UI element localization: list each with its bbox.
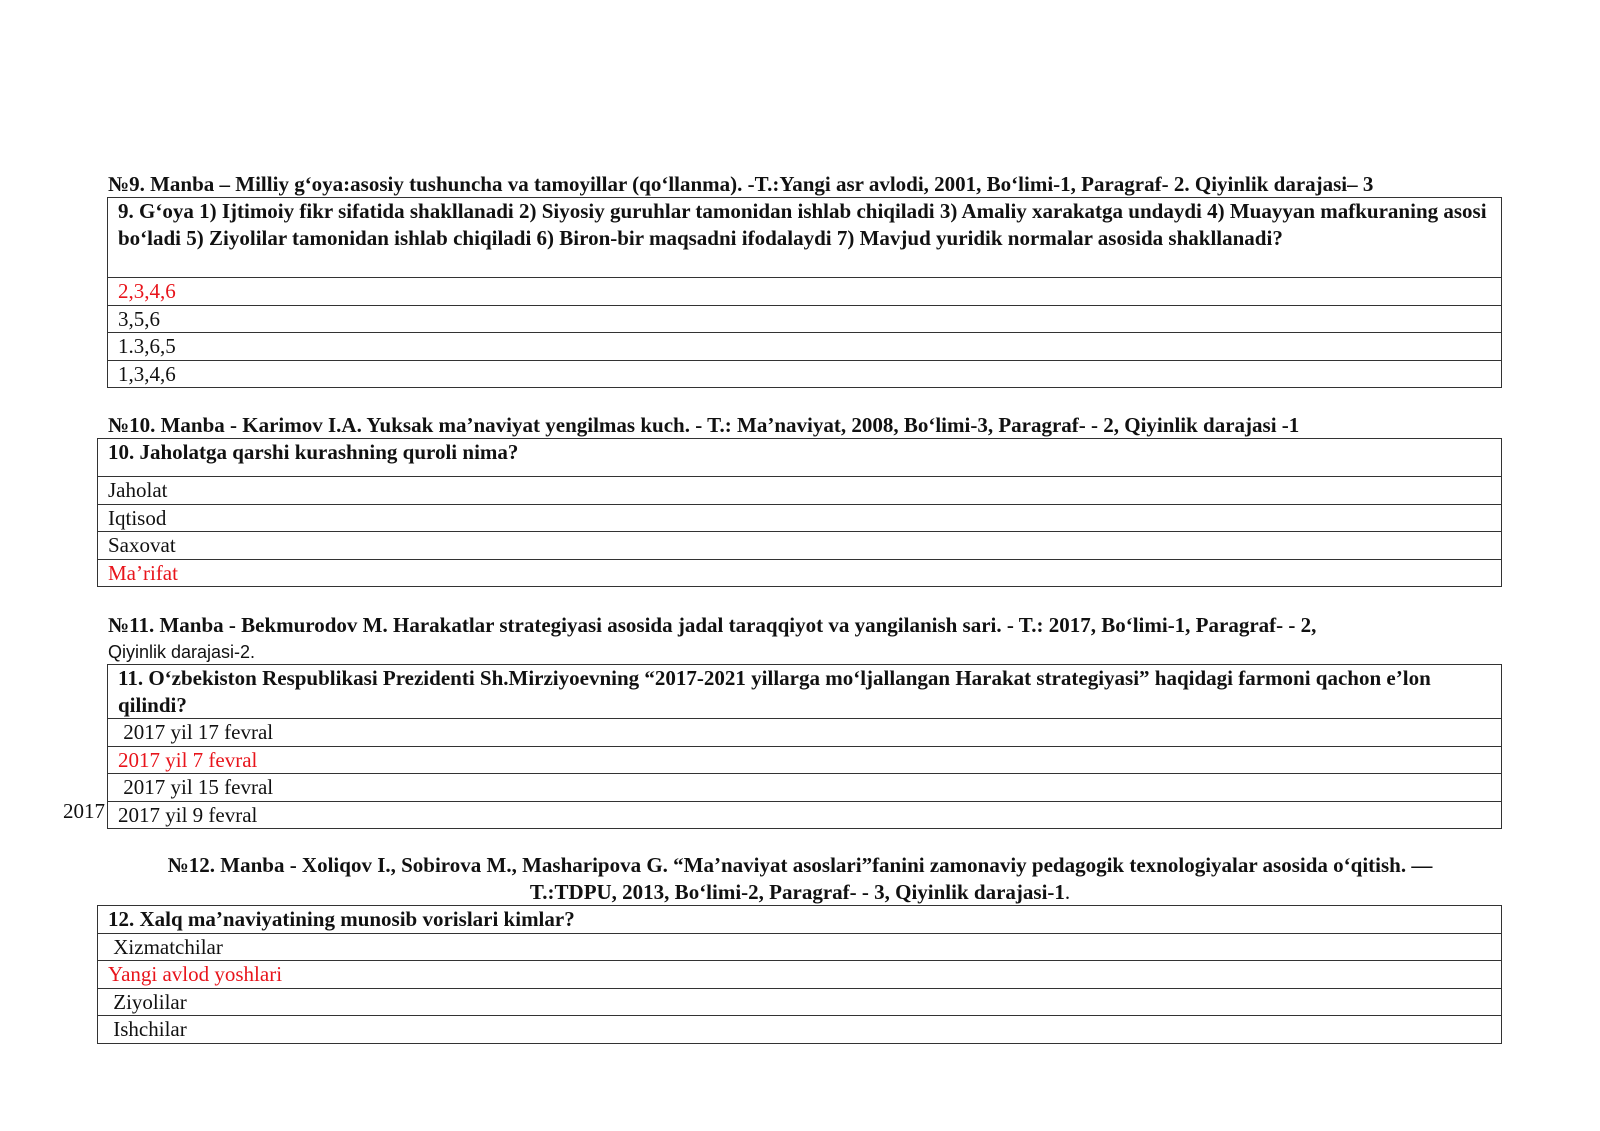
q9-source: №9. Manba – Milliy g‘oya:asosiy tushuncha va tamoyillar (qo‘llanma). -T.:Yangi asr avlodi, 2001, Bo‘limi-1, Paragraf- 2. Qiyinlik darajasi– 3 <box>108 172 1374 196</box>
q11-option-a: 2017 yil 17 fevral <box>108 719 1502 747</box>
q9-question: 9. G‘oya 1) Ijtimoiy fikr sifatida shakllanadi 2) Siyosiy guruhlar tamonidan ishlab chiqiladi 3) Amaliy xarakatga undaydi 4) Muayyan mafkuraning asosi bo‘ladi 5) Ziyolilar tamonidan ishlab chiqiladi 6) Biron-bir maqsadni ifodalaydi 7) Mavjud yuridik normalar asosida shakllanadi? <box>108 198 1502 278</box>
q11-table <box>107 664 1502 829</box>
q10-table <box>97 438 1502 587</box>
q12-source-line1: №12. Manba - Xoliqov I., Sobirova M., Masharipova G. “Ma’naviyat asoslari”fanini zamonaviy pedagogik texnologiyalar asosida o‘qitish. — <box>167 853 1433 877</box>
q11-option-d: 2017 yil 9 fevral <box>108 801 1502 829</box>
q10-question: 10. Jaholatga qarshi kurashning quroli nima? <box>98 439 1502 477</box>
q11-question: 11. O‘zbekiston Respublikasi Prezidenti Sh.Mirziyoevning “2017-2021 yillarga mo‘ljallangan Harakat strategiyasi” haqidagi farmoni qachon e’lon qilindi? <box>108 665 1502 719</box>
q11-source-text: №11. Manba - Bekmurodov M. Harakatlar strategiyasi asosida jadal taraqqiyot va yangilanish sari. - T.: 2017, Bo‘limi-1, Paragraf- - 2, <box>108 613 1317 637</box>
q12-table <box>97 905 1502 1044</box>
q12-source <box>100 852 1500 905</box>
q11-side-note: 2017 <box>63 799 105 823</box>
q11-option-b: 2017 yil 7 fevral <box>108 746 1502 774</box>
q10-source: №10. Manba - Karimov I.A. Yuksak ma’naviyat yengilmas kuch. - T.: Ma’naviyat, 2008, Bo‘limi-3, Paragraf- - 2, Qiyinlik darajasi -1 <box>108 413 1300 437</box>
q10-option-c: Saxovat <box>98 532 1502 560</box>
q10-option-b: Iqtisod <box>98 504 1502 532</box>
q9-table <box>107 197 1502 388</box>
q10-option-d: Ma’rifat <box>98 559 1502 587</box>
q12-option-d: Ishchilar <box>98 1016 1502 1044</box>
q12-option-c: Ziyolilar <box>98 988 1502 1016</box>
q12-source-line2: T.:TDPU, 2013, Bo‘limi-2, Paragraf- - 3, Qiyinlik darajasi-1. <box>529 879 1071 904</box>
q11-option-c: 2017 yil 15 fevral <box>108 774 1502 802</box>
q12-option-b: Yangi avlod yoshlari <box>98 961 1502 989</box>
q9-option-b: 3,5,6 <box>108 305 1502 333</box>
q9-option-d: 1,3,4,6 <box>108 360 1502 388</box>
q9-option-a: 2,3,4,6 <box>108 278 1502 306</box>
q11-source-difficulty: Qiyinlik darajasi-2. <box>108 641 256 662</box>
q9-option-c: 1.3,6,5 <box>108 333 1502 361</box>
q12-question: 12. Xalq ma’naviyatining munosib vorislari kimlar? <box>98 906 1502 934</box>
q12-option-a: Xizmatchilar <box>98 933 1502 961</box>
q10-option-a: Jaholat <box>98 477 1502 505</box>
q11-source <box>108 612 1316 665</box>
